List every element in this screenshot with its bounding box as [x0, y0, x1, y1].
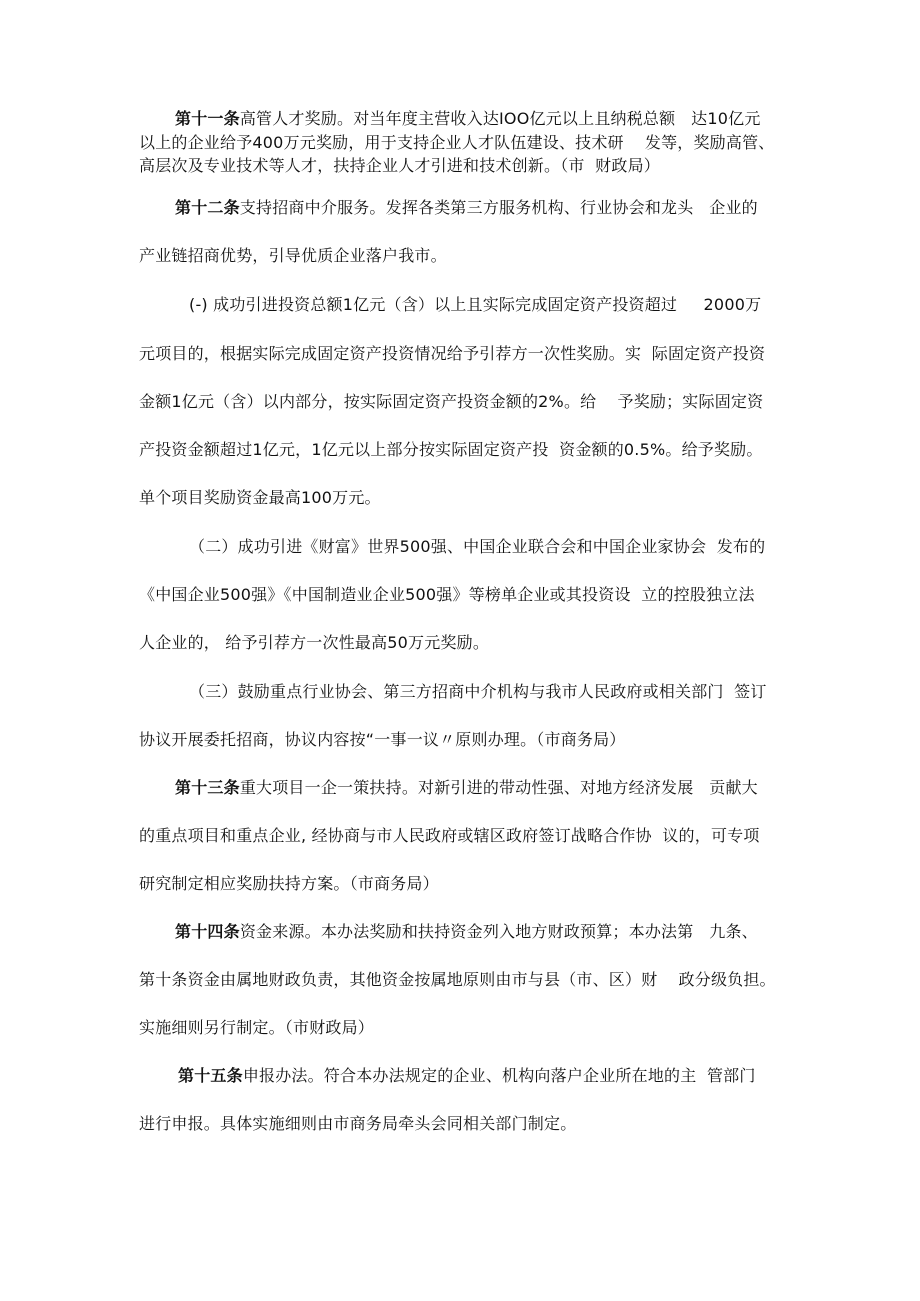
article-15-text: 申报办法。符合本办法规定的企业、机构向落户企业所在地的主 管部门 [242, 1066, 756, 1085]
article-13-title: 第十三条 [175, 778, 240, 797]
article-11-text: 高管人才奖励。对当年度主营收入达IOO亿元以上且纳税总额 达10亿元 [239, 109, 761, 128]
article-12-line-1 [175, 198, 758, 218]
article-14-title: 第十四条 [175, 922, 240, 941]
article-13-line-1 [175, 778, 758, 798]
article-12-item-1-line-5: 单个项目奖励资金最高100万元。 [139, 488, 381, 507]
article-15-line-1 [178, 1066, 756, 1086]
article-11-line-3: 高层次及专业技术等人才，扶持企业人才引进和技术创新。（市 财政局） [139, 156, 660, 175]
article-12-item-1-line-3: 金额1亿元（含）以内部分，按实际固定资产投资金额的2%。给 予奖励；实际固定资 [139, 392, 764, 411]
article-12-item-2-line-3: 人企业的， 给予引荐方一次性最高50万元奖励。 [139, 633, 490, 652]
article-12-item-3-line-2: 协议开展委托招商，协议内容按“一事一议〃原则办理。（市商务局） [139, 730, 626, 749]
article-15-title: 第十五条 [178, 1066, 243, 1085]
article-12-item-1-line-4: 产投资金额超过1亿元，1亿元以上部分按实际固定资产投 资金额的0.5%。给予奖励。 [139, 440, 763, 459]
article-14-line-1 [175, 922, 758, 942]
article-14-line-3: 实施细则另行制定。（市财政局） [139, 1018, 375, 1037]
article-12-line-2: 产业链招商优势，引导优质企业落户我市。 [139, 246, 447, 265]
article-11-title: 第十一条 [175, 109, 240, 128]
article-12-item-2-line-2: 《中国企业500强》《中国制造业企业500强》等榜单企业或其投资设 立的控股独立法 [139, 585, 755, 604]
article-12-item-3-line-1: （三）鼓励重点行业协会、第三方招商中介机构与我市人民政府或相关部门 签订 [189, 682, 767, 701]
article-12-item-1-line-1: (-) 成功引进投资总额1亿元（含）以上且实际完成固定资产投资超过 2000万 [189, 295, 762, 314]
article-14-text: 资金来源。本办法奖励和扶持资金列入地方财政预算；本办法第 九条、 [239, 922, 758, 941]
article-12-title: 第十二条 [175, 198, 240, 217]
article-11-line-1 [175, 109, 761, 129]
article-13-line-2: 的重点项目和重点企业, 经协商与市人民政府或辖区政府签订战略合作协 议的，可专项 [139, 826, 760, 845]
article-15-line-2: 进行申报。具体实施细则由市商务局牵头会同相关部门制定。 [139, 1114, 577, 1133]
article-12-text: 支持招商中介服务。发挥各类第三方服务机构、行业协会和龙头 企业的 [239, 198, 758, 217]
article-12-item-1-line-2: 元项目的，根据实际完成固定资产投资情况给予引荐方一次性奖励。实 际固定资产投资 [139, 344, 766, 363]
article-11-line-2: 以上的企业给予400万元奖励，用于支持企业人才队伍建设、技术研 发等，奖励高管、 [139, 133, 775, 152]
article-14-line-2: 第十条资金由属地财政负责，其他资金按属地原则由市与县（市、区）财 政分级负担。 [139, 970, 776, 989]
article-13-text: 重大项目一企一策扶持。对新引进的带动性强、对地方经济发展 贡献大 [239, 778, 758, 797]
article-13-line-3: 研究制定相应奖励扶持方案。（市商务局） [139, 874, 439, 893]
article-12-item-2-line-1: （二）成功引进《财富》世界500强、中国企业联合会和中国企业家协会 发布的 [189, 537, 766, 556]
